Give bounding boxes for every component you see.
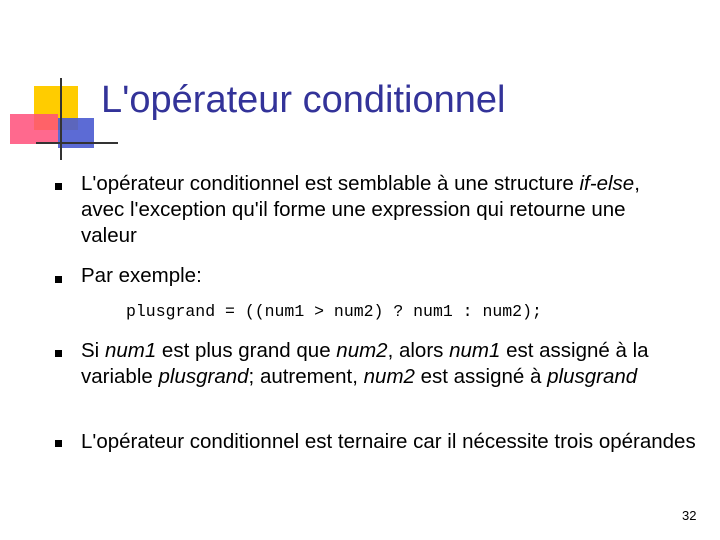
bullet-text — [81, 338, 703, 390]
text-run: ; autrement, — [248, 365, 364, 388]
italic-run: num1 — [449, 339, 501, 362]
logo-red-square — [10, 114, 58, 144]
bullet-text: L'opérateur conditionnel est ternaire car il nécessite trois opérandes — [81, 430, 696, 453]
slide-title: L'opérateur conditionnel — [101, 79, 506, 121]
text-run: , alors — [387, 339, 450, 362]
bullet-marker — [55, 440, 62, 447]
text-run: est assigné à — [414, 365, 548, 388]
italic-run: num1 — [104, 339, 157, 362]
slide-logo — [0, 0, 110, 170]
bullet-marker — [55, 276, 62, 283]
italic-run: if-else — [579, 172, 635, 195]
bullet-marker — [55, 183, 62, 190]
bullet-text: Par exemple: — [81, 264, 202, 287]
italic-run: plusgrand — [158, 365, 249, 388]
logo-horizontal-line — [36, 142, 118, 144]
page-number: 32 — [682, 508, 697, 523]
text-run: , avec l'exception qu'il forme une expression qui retourne une valeur — [81, 172, 640, 247]
logo-vertical-line — [60, 78, 62, 160]
italic-run: num2 — [363, 365, 415, 388]
bullet-text — [81, 171, 681, 249]
text-run: Si — [81, 339, 105, 362]
code-example: plusgrand = ((num1 > num2) ? num1 : num2); — [126, 302, 542, 321]
bullet-marker — [55, 350, 62, 357]
italic-run: plusgrand — [547, 365, 638, 388]
text-run: est plus grand que — [156, 339, 337, 362]
italic-run: num2 — [336, 339, 388, 362]
text-run: est assigné à la variable — [81, 339, 649, 388]
text-run: L'opérateur conditionnel est semblable à une structure — [81, 172, 580, 195]
